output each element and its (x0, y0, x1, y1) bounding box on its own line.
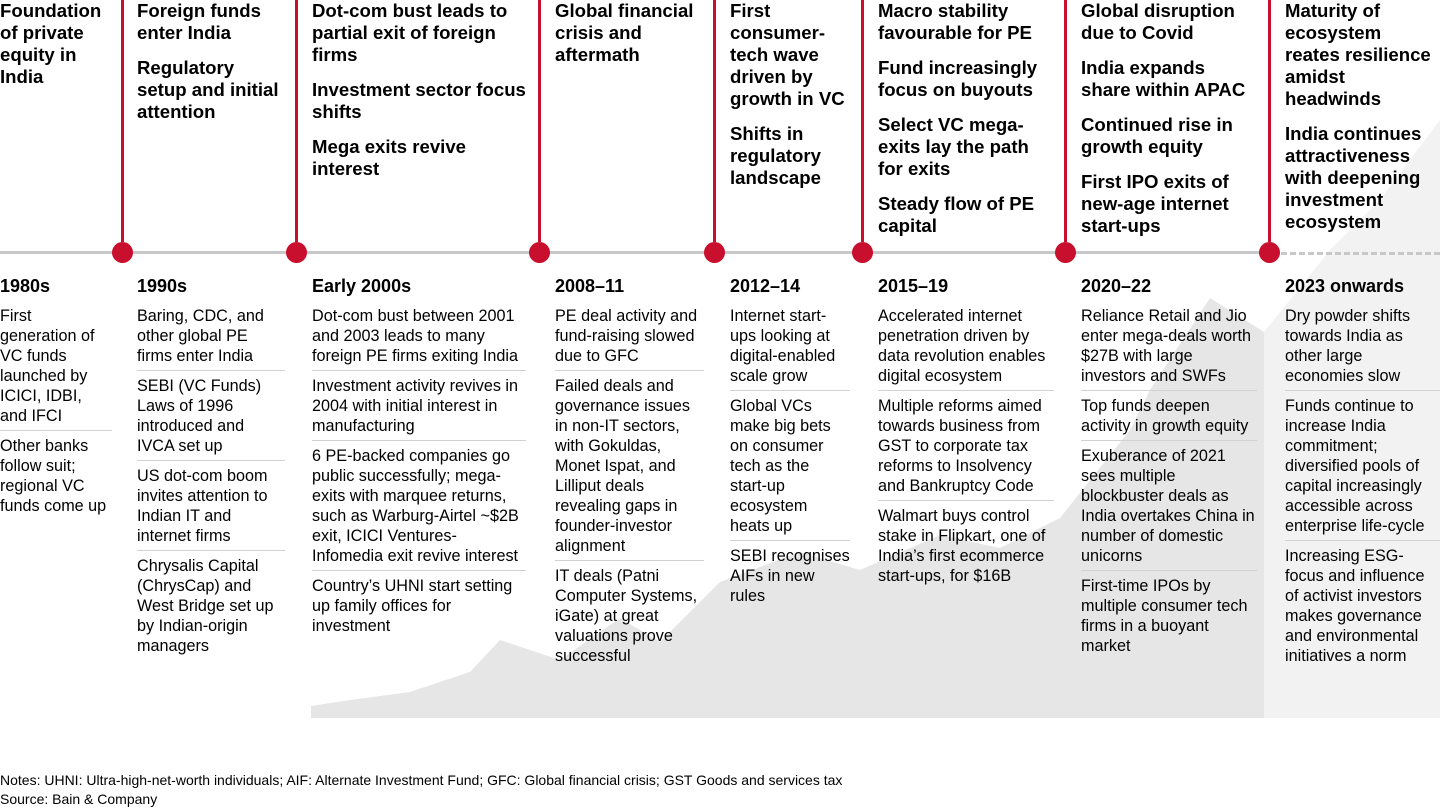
era-headings (1285, 0, 1440, 246)
era-heading: Select VC mega-exits lay the path for exits (878, 114, 1029, 179)
event-item: 6 PE-backed companies go public successfully; mega-exits with marquee returns, such as Warburg-Airtel ~$2B exit, ICICI Ventures-Infomedia exit revive interest (312, 446, 526, 571)
era-period: 2008–11 (555, 276, 625, 296)
event-item: PE deal activity and fund-raising slowed due to GFC (555, 306, 704, 371)
era-period: 2012–14 (730, 276, 801, 296)
era-column-2020-22 (1081, 0, 1257, 700)
era-headings (0, 0, 112, 101)
era-heading: First IPO exits of new-age internet start-ups (1081, 171, 1229, 236)
era-heading: Global financial crisis and aftermath (555, 0, 694, 65)
event-item: Internet start-ups looking at digital-enabled scale grow (730, 306, 850, 391)
era-column-2012-14 (730, 0, 850, 700)
footnote-source: Source: Bain & Company (0, 791, 158, 807)
era-events (1285, 306, 1440, 675)
era-heading: Global disruption due to Covid (1081, 0, 1235, 43)
timeline-divider (1064, 0, 1067, 242)
era-column-2008-11 (555, 0, 704, 700)
era-period: 2023 onwards (1285, 276, 1405, 296)
era-heading: Continued rise in growth equity (1081, 114, 1233, 157)
event-item: US dot-com boom invites attention to Indian IT and internet firms (137, 466, 285, 551)
era-heading: Macro stability favourable for PE (878, 0, 1032, 43)
era-column-1980s (0, 0, 112, 700)
era-events (1081, 306, 1257, 665)
era-period: Early 2000s (312, 276, 412, 296)
timeline-marker (1259, 242, 1280, 263)
era-column-1990s (137, 0, 285, 700)
era-headings (555, 0, 704, 79)
era-headings (730, 0, 850, 202)
era-heading: Regulatory setup and initial attention (137, 57, 279, 122)
era-period: 2020–22 (1081, 276, 1152, 296)
era-heading: Investment sector focus shifts (312, 79, 526, 122)
event-item: Global VCs make big bets on consumer tech as the start-up ecosystem heats up (730, 396, 850, 541)
era-events (137, 306, 285, 665)
event-item: Chrysalis Capital (ChrysCap) and West Bridge set up by Indian-origin managers (137, 557, 274, 655)
era-heading: Foreign funds enter India (137, 0, 261, 43)
event-item: Exuberance of 2021 sees multiple blockbuster deals as India overtakes China in number of domestic unicorns (1081, 446, 1257, 571)
timeline-marker (529, 242, 550, 263)
event-item: Other banks follow suit; regional VC funds come up (0, 437, 107, 515)
era-period: 1980s (0, 276, 51, 296)
timeline-divider (538, 0, 541, 242)
timeline-marker (112, 242, 133, 263)
event-item: Accelerated internet penetration driven by data revolution enables digital ecosystem (878, 306, 1054, 391)
event-item: SEBI (VC Funds) Laws of 1996 introduced and IVCA set up (137, 376, 285, 461)
event-item: Multiple reforms aimed towards business from GST to corporate tax reforms to Insolvency and Bankruptcy Code (878, 396, 1054, 501)
timeline-marker (704, 242, 725, 263)
era-heading: Fund increasingly focus on buyouts (878, 57, 1038, 100)
era-column-2023-onwards (1285, 0, 1440, 700)
era-heading: Maturity of ecosystem reates resilience amidst headwinds (1285, 0, 1431, 109)
era-events (730, 306, 850, 615)
timeline-divider (713, 0, 716, 242)
era-period: 1990s (137, 276, 188, 296)
era-period: 2015–19 (878, 276, 949, 296)
event-item: First generation of VC funds launched by ICICI, IDBI, and IFCI (0, 306, 112, 431)
era-events (312, 306, 526, 645)
era-headings (137, 0, 285, 136)
era-column-2015-19 (878, 0, 1054, 700)
timeline-divider (121, 0, 124, 242)
event-item: Top funds deepen activity in growth equity (1081, 396, 1257, 441)
event-item: Dry powder shifts towards India as other large economies slow (1285, 306, 1440, 391)
era-heading: Mega exits revive interest (312, 136, 467, 179)
event-item: Investment activity revives in 2004 with initial interest in manufacturing (312, 376, 526, 441)
era-heading: Steady flow of PE capital (878, 193, 1035, 236)
event-item: IT deals (Patni Computer Systems, iGate) at great valuations prove successful (555, 567, 698, 665)
era-heading: India continues attractiveness with deepening investment ecosystem (1285, 123, 1422, 232)
era-events (878, 306, 1054, 595)
era-heading: Foundation of private equity in India (0, 0, 102, 87)
event-item: Dot-com bust between 2001 and 2003 leads to many foreign PE firms exiting India (312, 306, 526, 371)
era-events (555, 306, 704, 675)
era-events (0, 306, 112, 525)
era-headings (312, 0, 526, 193)
era-headings (878, 0, 1054, 250)
event-item: First-time IPOs by multiple consumer tech firms in a buoyant market (1081, 577, 1248, 655)
era-heading: Dot-com bust leads to partial exit of foreign firms (312, 0, 508, 65)
footnote-notes: Notes: UHNI: Ultra-high-net-worth individuals; AIF: Alternate Investment Fund; GFC: Global financial crisis; GST Goods and services tax (0, 772, 843, 788)
event-item: SEBI recognises AIFs in new rules (730, 547, 850, 605)
event-item: Reliance Retail and Jio enter mega-deals worth $27B with large investors and SWFs (1081, 306, 1257, 391)
timeline-marker (286, 242, 307, 263)
era-column-early-2000s (312, 0, 526, 700)
event-item: Funds continue to increase India commitment; diversified pools of capital increasingly accessible across enterprise life-cycle (1285, 396, 1440, 541)
event-item: Baring, CDC, and other global PE firms enter India (137, 306, 285, 371)
era-heading: India expands share within APAC (1081, 57, 1246, 100)
timeline-divider (295, 0, 298, 242)
event-item: Increasing ESG-focus and influence of activist investors makes governance and environmental initiatives a norm (1285, 547, 1425, 665)
era-headings (1081, 0, 1257, 250)
era-heading: First consumer-tech wave driven by growth in VC (730, 0, 845, 109)
timeline-marker (1055, 242, 1076, 263)
timeline-divider (1268, 0, 1271, 242)
event-item: Failed deals and governance issues in non-IT sectors, with Gokuldas, Monet Ispat, and Lilliput deals revealing gaps in founder-investor alignment (555, 376, 704, 561)
timeline-marker (852, 242, 873, 263)
event-item: Country’s UHNI start setting up family offices for investment (312, 577, 513, 635)
era-heading: Shifts in regulatory landscape (730, 123, 821, 188)
event-item: Walmart buys control stake in Flipkart, one of India’s first ecommerce start-ups, for $16B (878, 507, 1046, 585)
timeline-divider (861, 0, 864, 242)
